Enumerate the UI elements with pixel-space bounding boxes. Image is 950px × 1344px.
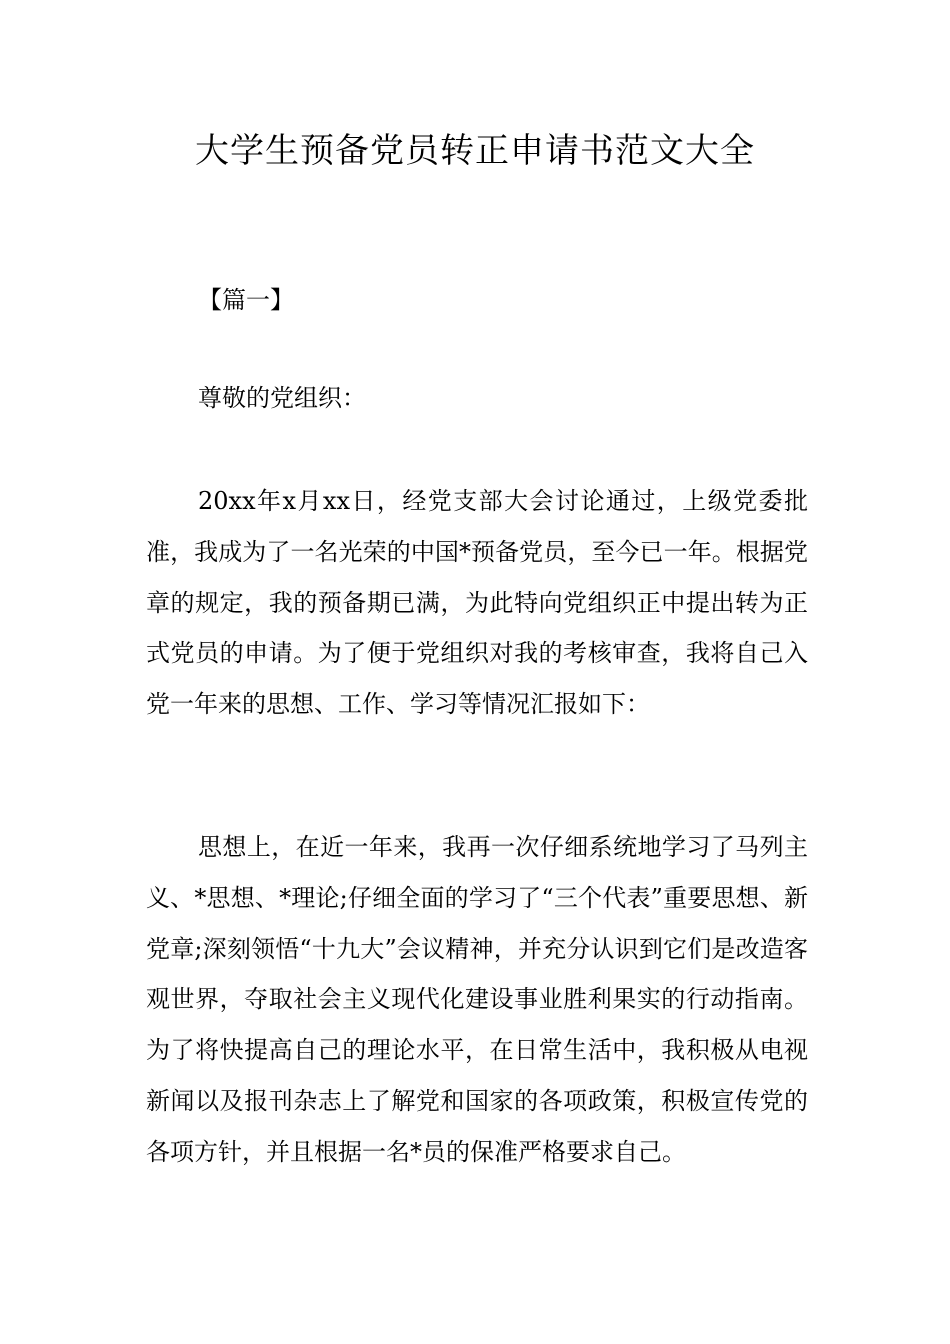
- salutation: 尊敬的党组织：: [198, 384, 366, 412]
- paragraph-2: 思想上，在近一年来，我再一次仔细系统地学习了马列主义、*思想、*理论;仔细全面的学习了“三个代表”重要思想、新党章;深刻领悟“十九大”会议精神，并充分认识到它们是改造客观世界，夺取社会主义现代化建设事业胜利果实的行动指南。为了将快提高自己的理论水平，在日常生活中，我积极从电视新闻以及报刊杂志上了解党和国家的各项政策，积极宣传党的各项方针，并且根据一名*员的保准严格要求自己。: [146, 833, 808, 1166]
- document-title: 大学生预备党员转正申请书范文大全: [195, 131, 755, 171]
- section-label: 【篇一】: [198, 286, 294, 314]
- paragraph-1: 20xx年x月xx日，经党支部大会讨论通过，上级党委批准，我成为了一名光荣的中国*预备党员，至今已一年。根据党章的规定，我的预备期已满，为此特向党组织正中提出转为正式党员的申请。为了便于党组织对我的考核审查，我将自己入党一年来的思想、工作、学习等情况汇报如下：: [146, 487, 808, 719]
